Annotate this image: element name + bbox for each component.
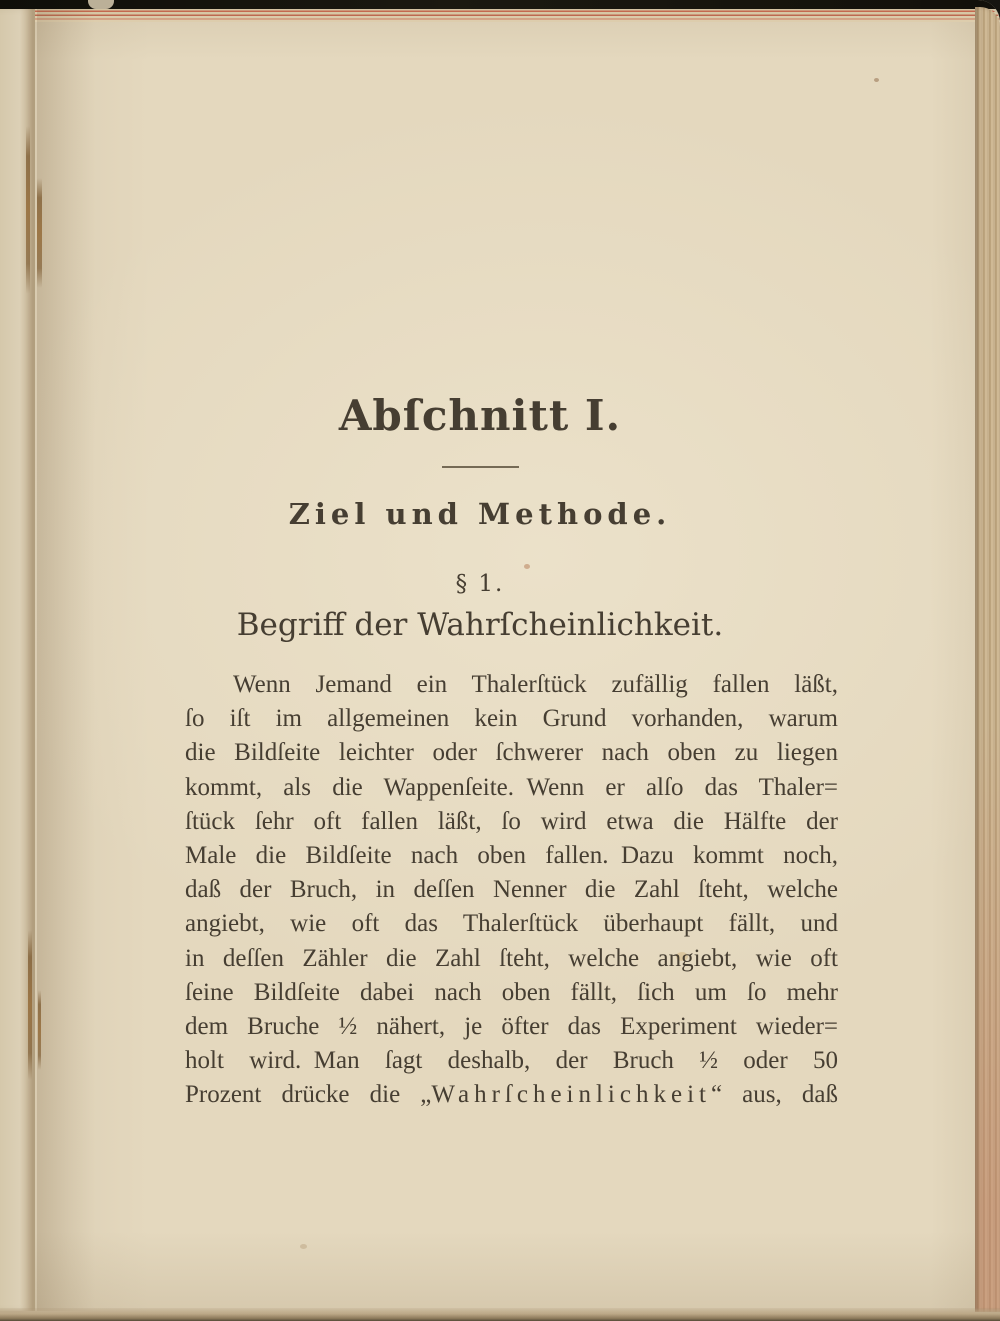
text-line: ſtück ſehr oft fallen läßt, ſo wird etwa die Hälfte der	[185, 807, 838, 835]
page-edge-red-stain	[30, 9, 1000, 22]
text-line: angiebt, wie oft das Thalerſtück überhaupt fällt, und	[185, 910, 838, 938]
section-number: § 1.	[455, 571, 505, 597]
paper-stain	[524, 564, 530, 569]
scan-background-top	[0, 0, 1000, 9]
binding-stitch-thread-bottom	[26, 930, 48, 1080]
text-line: ſo iſt im allgemeinen kein Grund vorhanden, warum	[185, 705, 838, 733]
text-line: Male die Bildſeite nach oben fallen. Dazu kommt noch,	[185, 841, 838, 869]
text-line: kommt, als die Wappenſeite. Wenn er alſo das Thaler=	[185, 773, 838, 801]
body-paragraph	[185, 668, 838, 1112]
last-line-prefix: Prozent drücke die „	[185, 1081, 432, 1109]
stitch-thread	[37, 178, 42, 288]
section-heading: Abſchnitt I.	[338, 391, 622, 440]
page-stack-edge	[975, 7, 1000, 1312]
stitch-thread	[26, 126, 30, 294]
divider-rule	[442, 466, 519, 468]
text-line-last	[185, 1078, 838, 1112]
text-line: die Bildſeite leichter oder ſchwerer nach oben zu liegen	[185, 739, 838, 767]
section-subtitle: Begriff der Wahrſcheinlichkeit.	[236, 607, 724, 643]
paper-stain	[300, 1244, 307, 1249]
text-line: holt wird. Man ſagt deshalb, der Bruch ½ oder 50	[185, 1047, 838, 1075]
text-line: daß der Bruch, in deſſen Nenner die Zahl ſteht, welche	[185, 876, 838, 904]
text-line: Wenn Jemand ein Thalerſtück zufällig fallen läßt,	[233, 671, 838, 698]
stitch-thread	[28, 930, 32, 1080]
text-line: in deſſen Zähler die Zahl ſteht, welche angiebt, wie oft	[185, 944, 838, 972]
last-line-suffix: “ aus, daß	[710, 1081, 838, 1109]
stitch-thread	[38, 990, 41, 1070]
paper-stain	[874, 78, 879, 82]
chapter-title: Ziel und Methode.	[288, 497, 672, 531]
binding-stitch-thread-top	[26, 126, 48, 294]
page-stack-edge-bottom	[0, 1308, 1000, 1321]
text-line: ſeine Bildſeite dabei nach oben fällt, ſich um ſo mehr	[185, 978, 838, 1006]
emphasized-word: Wahrſcheinlichkeit	[431, 1081, 711, 1109]
page-top-notch	[88, 0, 114, 9]
text-line: dem Bruche ½ nähert, je öfter das Experiment wieder=	[185, 1012, 838, 1040]
